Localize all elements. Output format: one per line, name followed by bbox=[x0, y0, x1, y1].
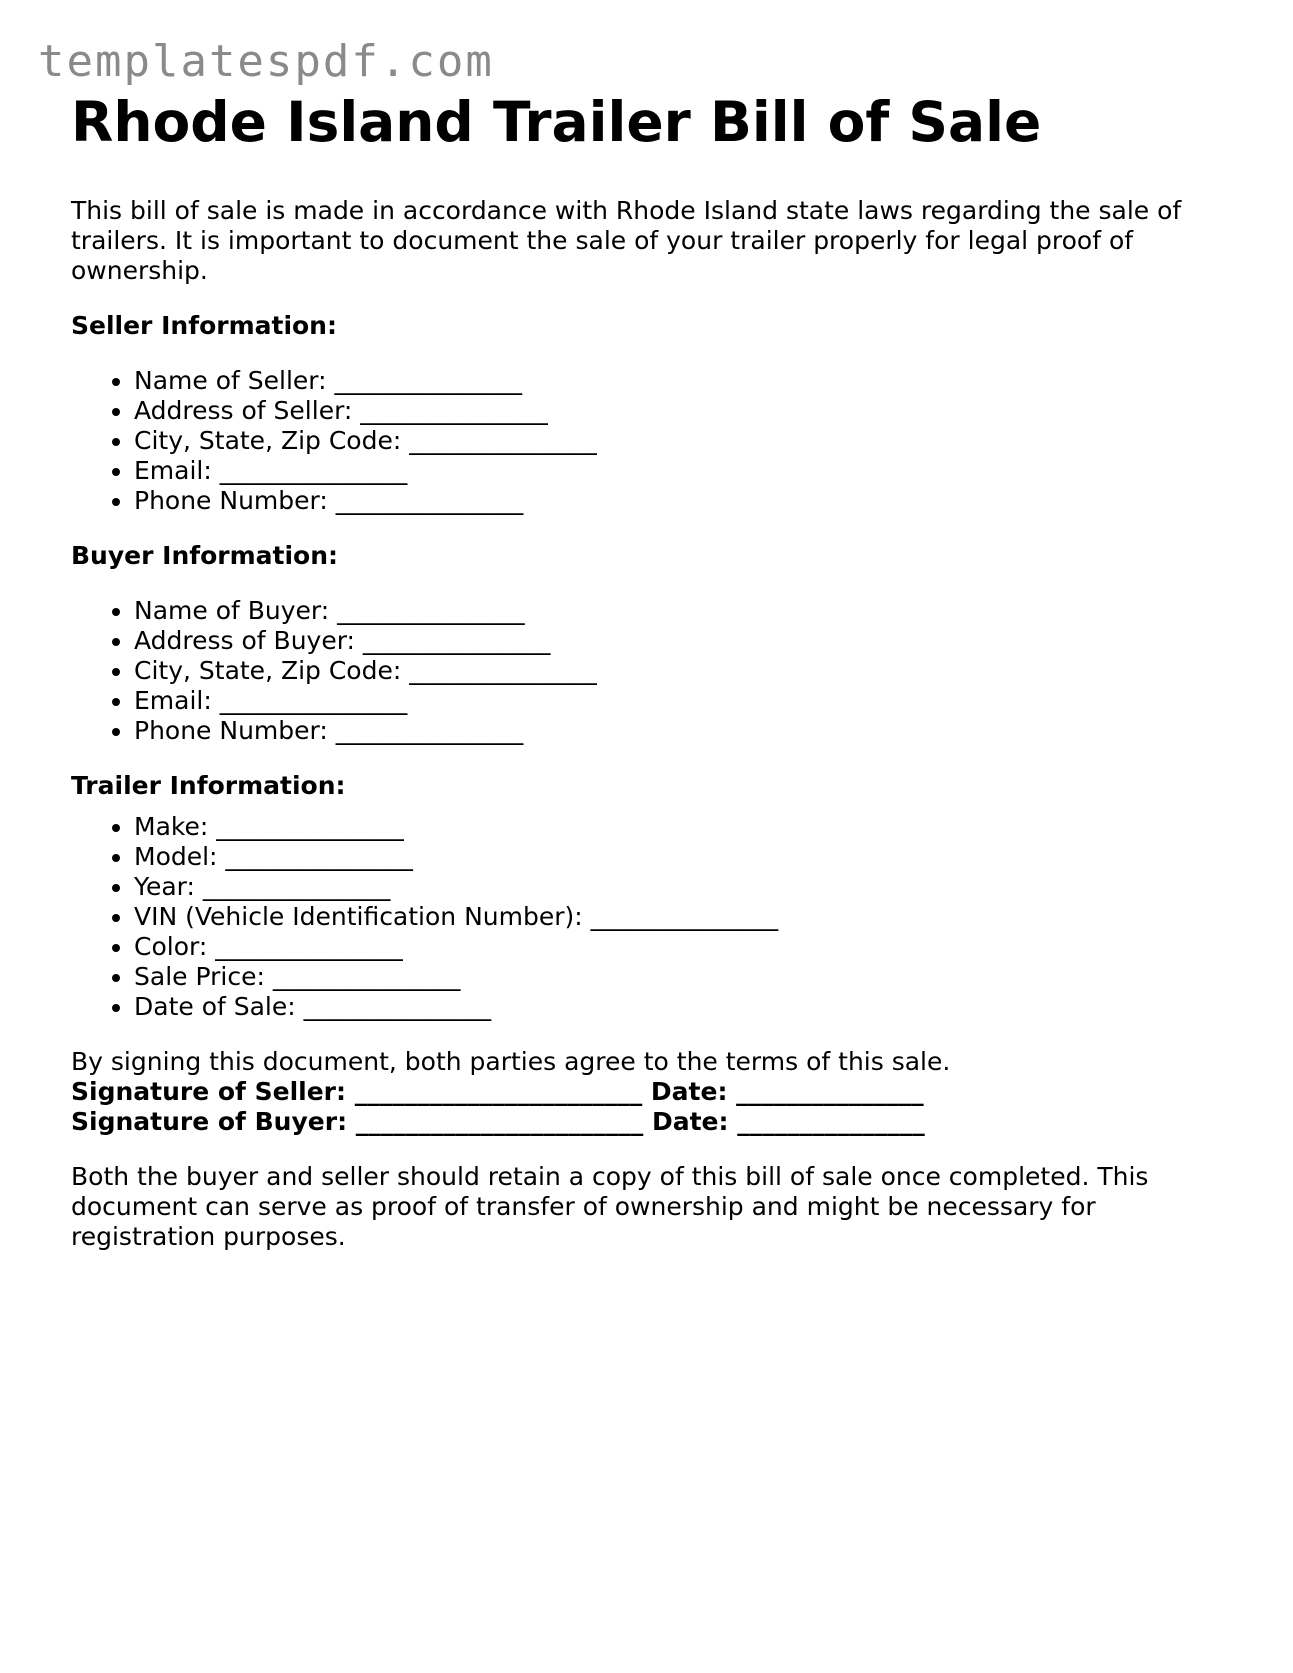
buyer-email-field[interactable]: • Email: _______________ bbox=[134, 686, 1231, 716]
buyer-signature-line[interactable]: Signature of Buyer: _______________________ Date: _______________ bbox=[71, 1107, 925, 1136]
trailer-field-list bbox=[71, 812, 1231, 1022]
seller-email-field[interactable]: • Email: _______________ bbox=[134, 456, 1231, 486]
buyer-name-field[interactable]: • Name of Buyer: _______________ bbox=[134, 596, 1231, 626]
trailer-make-field[interactable]: • Make: _______________ bbox=[134, 812, 1231, 842]
seller-phone-field[interactable]: • Phone Number: _______________ bbox=[134, 486, 1231, 516]
buyer-section-heading: Buyer Information: bbox=[71, 541, 339, 570]
seller-signature-line[interactable]: Signature of Seller: _______________________ Date: _______________ bbox=[71, 1077, 924, 1106]
seller-section-heading: Seller Information: bbox=[71, 311, 337, 340]
seller-city-state-zip-field[interactable]: • City, State, Zip Code: _______________ bbox=[134, 426, 1231, 456]
intro-paragraph: This bill of sale is made in accordance with Rhode Island state laws regarding the sale of trailers. It is important to document the sale of your trailer properly for legal proof of ownership. bbox=[71, 196, 1182, 285]
document-body bbox=[71, 88, 1231, 1252]
seller-address-field[interactable]: • Address of Seller: _______________ bbox=[134, 396, 1231, 426]
closing-paragraph: Both the buyer and seller should retain a copy of this bill of sale once completed. This document can serve as proof of transfer of ownership and might be necessary for registration purposes. bbox=[71, 1162, 1149, 1251]
trailer-sale-price-field[interactable]: • Sale Price: _______________ bbox=[134, 962, 1231, 992]
agreement-statement: By signing this document, both parties agree to the terms of this sale. bbox=[71, 1047, 951, 1076]
trailer-date-of-sale-field[interactable]: • Date of Sale: _______________ bbox=[134, 992, 1231, 1022]
trailer-model-field[interactable]: • Model: _______________ bbox=[134, 842, 1231, 872]
buyer-phone-field[interactable]: • Phone Number: _______________ bbox=[134, 716, 1231, 746]
trailer-vin-field[interactable]: • VIN (Vehicle Identification Number): _______________ bbox=[134, 902, 1231, 932]
buyer-city-state-zip-field[interactable]: • City, State, Zip Code: _______________ bbox=[134, 656, 1231, 686]
page-title: Rhode Island Trailer Bill of Sale bbox=[71, 90, 1042, 154]
trailer-color-field[interactable]: • Color: _______________ bbox=[134, 932, 1231, 962]
watermark: templatespdf.com bbox=[38, 36, 494, 87]
buyer-address-field[interactable]: • Address of Buyer: _______________ bbox=[134, 626, 1231, 656]
buyer-field-list bbox=[71, 596, 1231, 746]
trailer-year-field[interactable]: • Year: _______________ bbox=[134, 872, 1231, 902]
trailer-section-heading: Trailer Information: bbox=[71, 771, 346, 800]
seller-name-field[interactable]: • Name of Seller: _______________ bbox=[134, 366, 1231, 396]
seller-field-list bbox=[71, 366, 1231, 516]
